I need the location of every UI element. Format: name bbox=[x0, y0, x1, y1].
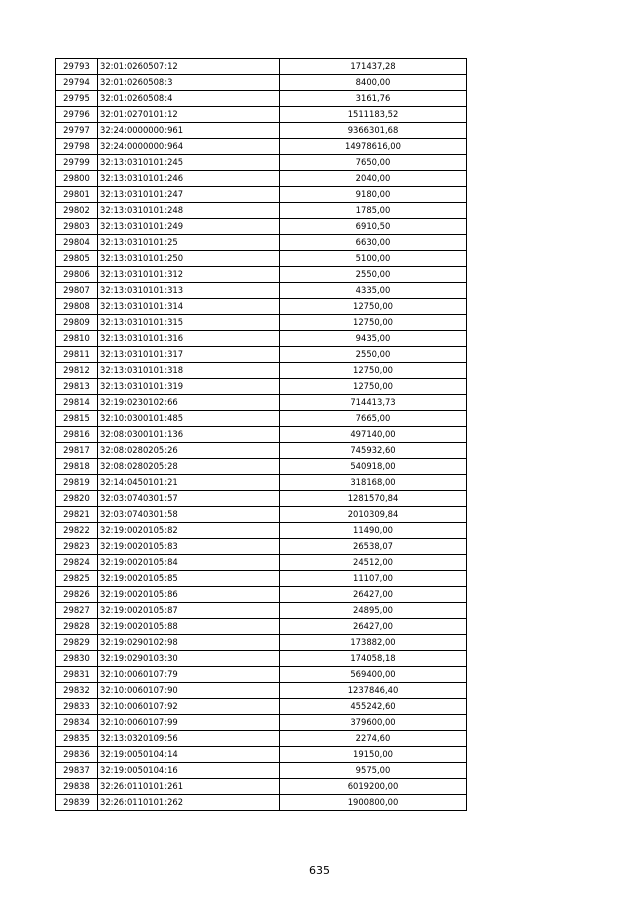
cadastral-value: 26538,07 bbox=[280, 539, 467, 555]
row-number: 29797 bbox=[56, 123, 98, 139]
cadastral-number: 32:01:0260508:3 bbox=[98, 75, 280, 91]
row-number: 29830 bbox=[56, 651, 98, 667]
table-row bbox=[56, 219, 467, 235]
row-number: 29835 bbox=[56, 731, 98, 747]
cadastral-value: 6630,00 bbox=[280, 235, 467, 251]
table-row bbox=[56, 91, 467, 107]
table-row bbox=[56, 683, 467, 699]
cadastral-value: 4335,00 bbox=[280, 283, 467, 299]
row-number: 29832 bbox=[56, 683, 98, 699]
table-row bbox=[56, 475, 467, 491]
table-row bbox=[56, 59, 467, 75]
cadastral-number: 32:01:0260507:12 bbox=[98, 59, 280, 75]
cadastral-value: 26427,00 bbox=[280, 587, 467, 603]
cadastral-number: 32:19:0230102:66 bbox=[98, 395, 280, 411]
cadastral-number: 32:19:0290103:30 bbox=[98, 651, 280, 667]
cadastral-value: 6910,50 bbox=[280, 219, 467, 235]
cadastral-value: 2550,00 bbox=[280, 347, 467, 363]
cadastral-number: 32:19:0020105:82 bbox=[98, 523, 280, 539]
row-number: 29827 bbox=[56, 603, 98, 619]
cadastral-value: 6019200,00 bbox=[280, 779, 467, 795]
cadastral-number: 32:13:0310101:319 bbox=[98, 379, 280, 395]
table-row bbox=[56, 619, 467, 635]
table-row bbox=[56, 123, 467, 139]
table-row bbox=[56, 539, 467, 555]
table-row bbox=[56, 603, 467, 619]
table-row bbox=[56, 363, 467, 379]
cadastral-value: 2040,00 bbox=[280, 171, 467, 187]
cadastral-number: 32:10:0060107:99 bbox=[98, 715, 280, 731]
table-row bbox=[56, 763, 467, 779]
cadastral-value: 540918,00 bbox=[280, 459, 467, 475]
row-number: 29793 bbox=[56, 59, 98, 75]
cadastral-value: 11490,00 bbox=[280, 523, 467, 539]
table-row bbox=[56, 779, 467, 795]
table-row bbox=[56, 347, 467, 363]
table-row bbox=[56, 523, 467, 539]
cadastral-number: 32:19:0290102:98 bbox=[98, 635, 280, 651]
row-number: 29812 bbox=[56, 363, 98, 379]
cadastral-value: 171437,28 bbox=[280, 59, 467, 75]
row-number: 29820 bbox=[56, 491, 98, 507]
cadastral-number: 32:13:0310101:313 bbox=[98, 283, 280, 299]
cadastral-number: 32:19:0020105:83 bbox=[98, 539, 280, 555]
cadastral-number: 32:19:0050104:14 bbox=[98, 747, 280, 763]
table-row bbox=[56, 251, 467, 267]
row-number: 29826 bbox=[56, 587, 98, 603]
cadastral-value: 9575,00 bbox=[280, 763, 467, 779]
cadastral-value: 1281570,84 bbox=[280, 491, 467, 507]
cadastral-number: 32:10:0060107:90 bbox=[98, 683, 280, 699]
cadastral-value: 12750,00 bbox=[280, 299, 467, 315]
cadastral-number: 32:13:0310101:25 bbox=[98, 235, 280, 251]
table-row bbox=[56, 699, 467, 715]
table-row bbox=[56, 267, 467, 283]
cadastral-number: 32:26:0110101:261 bbox=[98, 779, 280, 795]
table-row bbox=[56, 299, 467, 315]
cadastral-number: 32:08:0300101:136 bbox=[98, 427, 280, 443]
row-number: 29802 bbox=[56, 203, 98, 219]
table-row bbox=[56, 571, 467, 587]
cadastral-value: 12750,00 bbox=[280, 379, 467, 395]
table-row bbox=[56, 587, 467, 603]
table-row bbox=[56, 283, 467, 299]
cadastral-number: 32:08:0280205:28 bbox=[98, 459, 280, 475]
cadastral-number: 32:14:0450101:21 bbox=[98, 475, 280, 491]
table-row bbox=[56, 555, 467, 571]
cadastral-value: 173882,00 bbox=[280, 635, 467, 651]
cadastral-number: 32:03:0740301:57 bbox=[98, 491, 280, 507]
cadastral-number: 32:13:0310101:248 bbox=[98, 203, 280, 219]
row-number: 29803 bbox=[56, 219, 98, 235]
cadastral-value: 9180,00 bbox=[280, 187, 467, 203]
cadastral-number: 32:13:0310101:312 bbox=[98, 267, 280, 283]
row-number: 29811 bbox=[56, 347, 98, 363]
table-row bbox=[56, 171, 467, 187]
row-number: 29805 bbox=[56, 251, 98, 267]
cadastral-number: 32:13:0310101:314 bbox=[98, 299, 280, 315]
cadastral-value: 8400,00 bbox=[280, 75, 467, 91]
row-number: 29810 bbox=[56, 331, 98, 347]
table-row bbox=[56, 427, 467, 443]
cadastral-value: 1237846,40 bbox=[280, 683, 467, 699]
cadastral-value: 379600,00 bbox=[280, 715, 467, 731]
cadastral-value: 2274,60 bbox=[280, 731, 467, 747]
row-number: 29799 bbox=[56, 155, 98, 171]
cadastral-number: 32:10:0300101:485 bbox=[98, 411, 280, 427]
row-number: 29819 bbox=[56, 475, 98, 491]
cadastral-value: 5100,00 bbox=[280, 251, 467, 267]
row-number: 29839 bbox=[56, 795, 98, 811]
row-number: 29828 bbox=[56, 619, 98, 635]
table-row bbox=[56, 443, 467, 459]
table-row bbox=[56, 379, 467, 395]
cadastral-number: 32:19:0020105:86 bbox=[98, 587, 280, 603]
row-number: 29801 bbox=[56, 187, 98, 203]
cadastral-number: 32:19:0020105:87 bbox=[98, 603, 280, 619]
row-number: 29837 bbox=[56, 763, 98, 779]
cadastral-number: 32:26:0110101:262 bbox=[98, 795, 280, 811]
cadastral-value: 7665,00 bbox=[280, 411, 467, 427]
cadastral-value: 1785,00 bbox=[280, 203, 467, 219]
row-number: 29834 bbox=[56, 715, 98, 731]
table-row bbox=[56, 75, 467, 91]
cadastral-value: 2010309,84 bbox=[280, 507, 467, 523]
cadastral-value: 714413,73 bbox=[280, 395, 467, 411]
row-number: 29794 bbox=[56, 75, 98, 91]
cadastral-value: 19150,00 bbox=[280, 747, 467, 763]
cadastral-value: 12750,00 bbox=[280, 363, 467, 379]
table-row bbox=[56, 667, 467, 683]
cadastral-value: 24512,00 bbox=[280, 555, 467, 571]
cadastral-number: 32:13:0310101:247 bbox=[98, 187, 280, 203]
page-number: 635 bbox=[309, 864, 330, 877]
cadastral-value: 569400,00 bbox=[280, 667, 467, 683]
cadastral-number: 32:01:0270101:12 bbox=[98, 107, 280, 123]
cadastral-value: 9435,00 bbox=[280, 331, 467, 347]
row-number: 29829 bbox=[56, 635, 98, 651]
table-row bbox=[56, 235, 467, 251]
cadastral-value: 1900800,00 bbox=[280, 795, 467, 811]
table-row bbox=[56, 507, 467, 523]
row-number: 29809 bbox=[56, 315, 98, 331]
row-number: 29808 bbox=[56, 299, 98, 315]
cadastral-value: 26427,00 bbox=[280, 619, 467, 635]
cadastral-number: 32:13:0310101:315 bbox=[98, 315, 280, 331]
cadastral-value: 745932,60 bbox=[280, 443, 467, 459]
cadastral-number: 32:19:0020105:88 bbox=[98, 619, 280, 635]
table-row bbox=[56, 155, 467, 171]
cadastral-number: 32:13:0320109:56 bbox=[98, 731, 280, 747]
cadastral-number: 32:24:0000000:961 bbox=[98, 123, 280, 139]
table-row bbox=[56, 651, 467, 667]
cadastral-value: 174058,18 bbox=[280, 651, 467, 667]
cadastral-number: 32:08:0280205:26 bbox=[98, 443, 280, 459]
cadastral-value: 12750,00 bbox=[280, 315, 467, 331]
row-number: 29804 bbox=[56, 235, 98, 251]
cadastral-number: 32:13:0310101:317 bbox=[98, 347, 280, 363]
table-row bbox=[56, 795, 467, 811]
table-row bbox=[56, 635, 467, 651]
row-number: 29818 bbox=[56, 459, 98, 475]
table-row bbox=[56, 411, 467, 427]
row-number: 29831 bbox=[56, 667, 98, 683]
cadastral-number: 32:13:0310101:316 bbox=[98, 331, 280, 347]
row-number: 29816 bbox=[56, 427, 98, 443]
table-row bbox=[56, 747, 467, 763]
row-number: 29798 bbox=[56, 139, 98, 155]
table-row bbox=[56, 731, 467, 747]
cadastral-number: 32:13:0310101:318 bbox=[98, 363, 280, 379]
cadastral-number: 32:10:0060107:92 bbox=[98, 699, 280, 715]
cadastral-number: 32:01:0260508:4 bbox=[98, 91, 280, 107]
cadastral-value: 2550,00 bbox=[280, 267, 467, 283]
cadastral-number: 32:13:0310101:245 bbox=[98, 155, 280, 171]
row-number: 29800 bbox=[56, 171, 98, 187]
table-row bbox=[56, 331, 467, 347]
row-number: 29796 bbox=[56, 107, 98, 123]
cadastral-number: 32:03:0740301:58 bbox=[98, 507, 280, 523]
cadastral-value: 7650,00 bbox=[280, 155, 467, 171]
table-body bbox=[56, 59, 467, 811]
cadastral-value: 318168,00 bbox=[280, 475, 467, 491]
cadastral-value: 455242,60 bbox=[280, 699, 467, 715]
cadastral-value: 9366301,68 bbox=[280, 123, 467, 139]
cadastral-number: 32:19:0050104:16 bbox=[98, 763, 280, 779]
table-row bbox=[56, 315, 467, 331]
cadastral-number: 32:13:0310101:246 bbox=[98, 171, 280, 187]
table-row bbox=[56, 139, 467, 155]
cadastral-value: 497140,00 bbox=[280, 427, 467, 443]
table-row bbox=[56, 395, 467, 411]
cadastral-value-table bbox=[55, 58, 467, 811]
row-number: 29825 bbox=[56, 571, 98, 587]
table-row bbox=[56, 459, 467, 475]
row-number: 29823 bbox=[56, 539, 98, 555]
cadastral-value: 24895,00 bbox=[280, 603, 467, 619]
cadastral-number: 32:19:0020105:84 bbox=[98, 555, 280, 571]
row-number: 29838 bbox=[56, 779, 98, 795]
cadastral-number: 32:13:0310101:249 bbox=[98, 219, 280, 235]
table-row bbox=[56, 491, 467, 507]
cadastral-number: 32:19:0020105:85 bbox=[98, 571, 280, 587]
row-number: 29814 bbox=[56, 395, 98, 411]
row-number: 29824 bbox=[56, 555, 98, 571]
row-number: 29806 bbox=[56, 267, 98, 283]
cadastral-value: 1511183,52 bbox=[280, 107, 467, 123]
cadastral-number: 32:10:0060107:79 bbox=[98, 667, 280, 683]
table-row bbox=[56, 203, 467, 219]
table-row bbox=[56, 715, 467, 731]
table-row bbox=[56, 107, 467, 123]
row-number: 29822 bbox=[56, 523, 98, 539]
table-row bbox=[56, 187, 467, 203]
cadastral-value: 14978616,00 bbox=[280, 139, 467, 155]
cadastral-value: 3161,76 bbox=[280, 91, 467, 107]
row-number: 29821 bbox=[56, 507, 98, 523]
row-number: 29817 bbox=[56, 443, 98, 459]
cadastral-number: 32:24:0000000:964 bbox=[98, 139, 280, 155]
cadastral-value: 11107,00 bbox=[280, 571, 467, 587]
row-number: 29795 bbox=[56, 91, 98, 107]
row-number: 29833 bbox=[56, 699, 98, 715]
row-number: 29815 bbox=[56, 411, 98, 427]
row-number: 29836 bbox=[56, 747, 98, 763]
row-number: 29813 bbox=[56, 379, 98, 395]
row-number: 29807 bbox=[56, 283, 98, 299]
cadastral-number: 32:13:0310101:250 bbox=[98, 251, 280, 267]
